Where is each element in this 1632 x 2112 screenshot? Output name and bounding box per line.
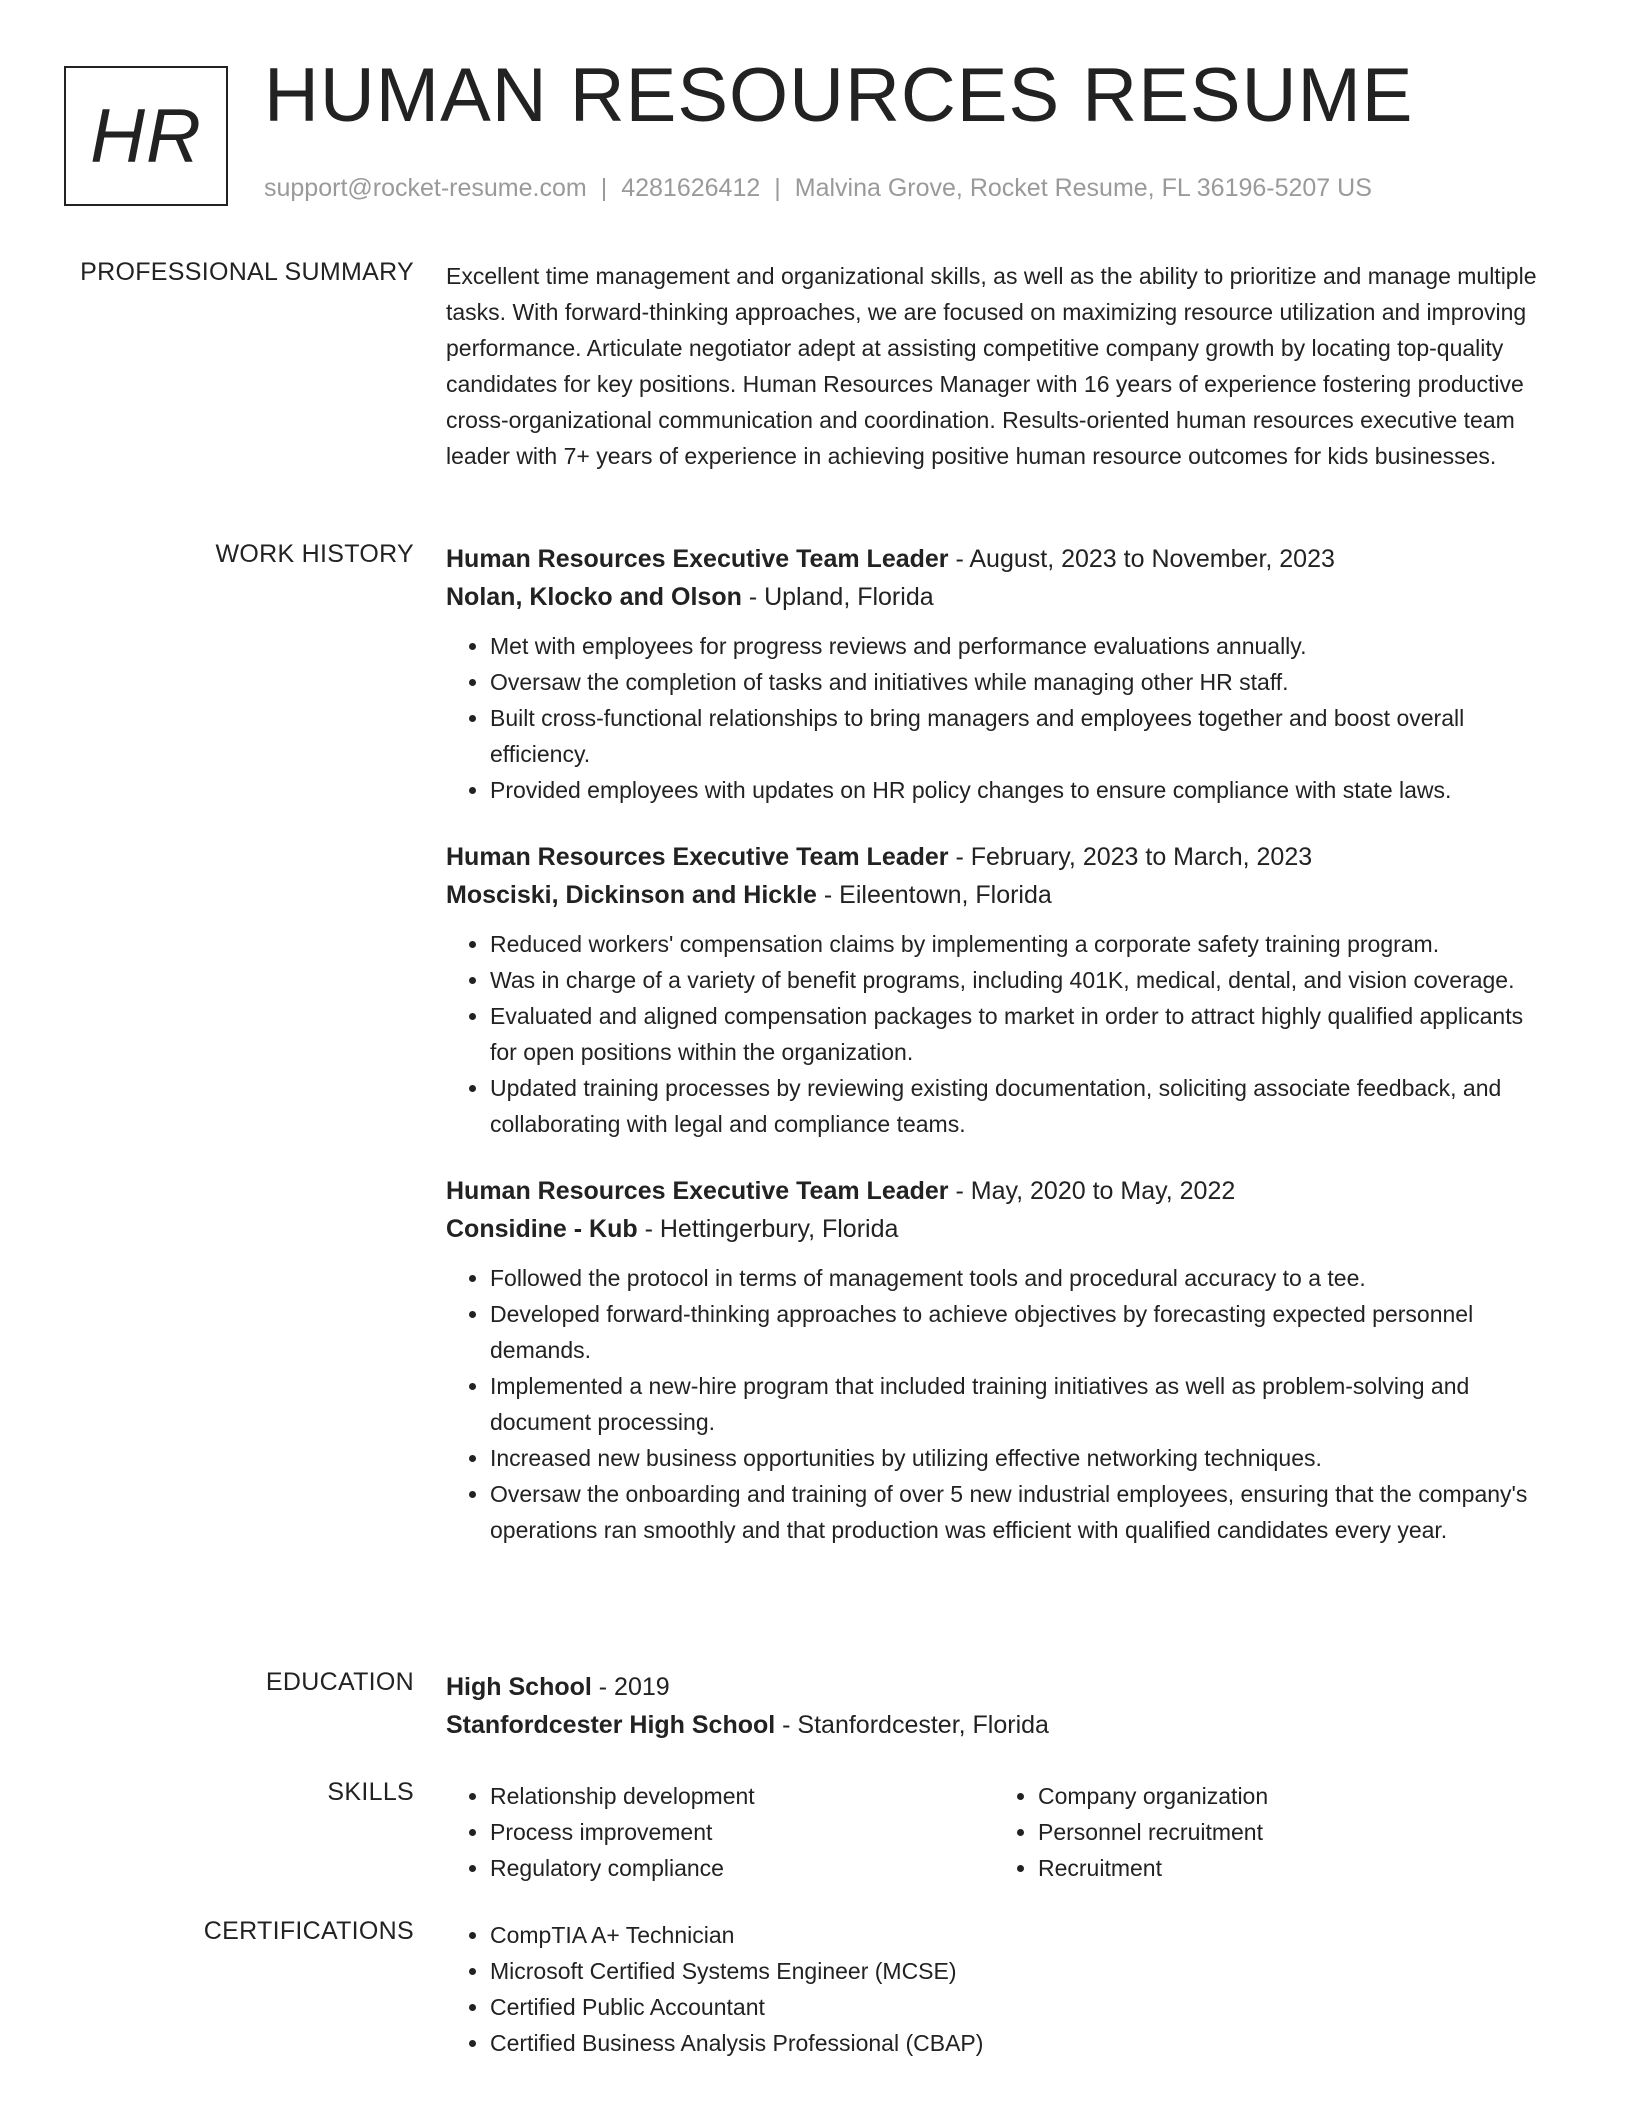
list-item: • Oversaw the onboarding and training of over 5 new industrial employees, ensuring that the company's operations ran smoothly and that production was efficient with qualified candidates every year. [490,1476,1556,1548]
job-company: Nolan, Klocko and Olson [446,583,742,611]
list-item: • Reduced workers' compensation claims by implementing a corporate safety training program. [490,926,1556,962]
list-item: • Provided employees with updates on HR policy changes to ensure compliance with state laws. [490,772,1556,808]
certifications-body [446,1917,1556,2061]
list-item: • Certified Business Analysis Professional (CBAP) [490,2025,1556,2061]
job-company: Mosciski, Dickinson and Hickle [446,881,817,909]
job-company-line [446,1210,1556,1248]
list-item: • Followed the protocol in terms of management tools and procedural accuracy to a tee. [490,1260,1556,1296]
list-item: • Was in charge of a variety of benefit programs, including 401K, medical, dental, and vision coverage. [490,962,1556,998]
monogram-text: HR [90,93,202,179]
list-item: • Built cross-functional relationships to bring managers and employees together and boost overall efficiency. [490,700,1556,772]
contact-email[interactable]: support@rocket-resume.com [264,174,587,202]
list-item: • Process improvement [490,1814,994,1850]
education-year: - 2019 [591,1673,670,1701]
summary-text: Excellent time management and organizational skills, as well as the ability to prioritize and manage multiple tasks. With forward-thinking approaches, we are focused on maximizing resource utilization and improving performance. Articulate negotiator adept at assisting competitive company growth by locating top-quality candidates for key positions. Human Resources Manager with 16 years of experience fostering productive cross-organizational communication and coordination. Results-oriented human resources executive team leader with 7+ years of experience in achieving positive human resource outcomes for kids businesses. [446,263,1537,469]
education-degree-line [446,1668,1556,1706]
list-item: • Developed forward-thinking approaches to achieve objectives by forecasting expected personnel demands. [490,1296,1556,1368]
job-title: Human Resources Executive Team Leader [446,1177,949,1205]
list-item: • Certified Public Accountant [490,1989,1556,2025]
list-item: • Oversaw the completion of tasks and initiatives while managing other HR staff. [490,664,1556,700]
list-item: • Evaluated and aligned compensation packages to market in order to attract highly qualified applicants for open positions within the organization. [490,998,1556,1070]
education-body [446,1668,1556,1744]
skills-column-left [446,1778,994,1886]
list-item: • Recruitment [1038,1850,1542,1886]
education-degree: High School [446,1673,592,1701]
contact-phone[interactable]: 4281626412 [621,174,761,202]
list-item: • Company organization [1038,1778,1542,1814]
job-title-line [446,540,1556,578]
skills-heading: SKILLS [327,1778,414,1806]
job-company: Considine - Kub [446,1215,638,1243]
list-item: • Increased new business opportunities by utilizing effective networking techniques. [490,1440,1556,1476]
list-item: • CompTIA A+ Technician [490,1917,1556,1953]
job-location: - Upland, Florida [741,583,934,611]
certifications-list [446,1917,1556,2061]
monogram-logo [64,66,228,206]
job-company-line [446,876,1556,914]
job-title-line [446,838,1556,876]
job-bullets [446,628,1556,808]
job-company-line [446,578,1556,616]
skills-body [446,1778,1556,1886]
job-dates: - August, 2023 to November, 2023 [948,545,1335,573]
job-dates: - May, 2020 to May, 2022 [948,1177,1236,1205]
list-item: • Relationship development [490,1778,994,1814]
list-item: • Regulatory compliance [490,1850,994,1886]
work-history-body [446,540,1556,1578]
job-location: - Eileentown, Florida [816,881,1052,909]
certifications-heading: CERTIFICATIONS [203,1917,414,1945]
list-item: • Personnel recruitment [1038,1814,1542,1850]
list-item: • Updated training processes by reviewing existing documentation, soliciting associate feedback, and collaborating with legal and compliance teams. [490,1070,1556,1142]
job-bullets [446,926,1556,1142]
list-item: • Implemented a new-hire program that included training initiatives as well as problem-solving and document processing. [490,1368,1556,1440]
contact-separator: | [600,174,608,202]
job-title: Human Resources Executive Team Leader [446,843,949,871]
job-location: - Hettingerbury, Florida [637,1215,899,1243]
list-item: • Met with employees for progress reviews and performance evaluations annually. [490,628,1556,664]
skills-grid [446,1778,1556,1886]
skills-column-right [994,1778,1542,1886]
job-title-line [446,1172,1556,1210]
summary-heading: PROFESSIONAL SUMMARY [80,258,414,286]
summary-body [446,258,1556,474]
job-entry [446,1172,1556,1548]
education-school: Stanfordcester High School [446,1711,776,1739]
page-title: HUMAN RESOURCES RESUME [264,53,1414,138]
job-entry [446,540,1556,808]
contact-line [264,176,1372,201]
job-dates: - February, 2023 to March, 2023 [948,843,1313,871]
education-school-line [446,1706,1556,1744]
contact-address: Malvina Grove, Rocket Resume, FL 36196-5207 US [794,174,1372,202]
job-bullets [446,1260,1556,1548]
education-location: - Stanfordcester, Florida [775,1711,1049,1739]
job-title: Human Resources Executive Team Leader [446,545,949,573]
education-heading: EDUCATION [265,1668,414,1696]
contact-separator: | [774,174,781,202]
work-history-heading: WORK HISTORY [215,540,414,568]
job-entry [446,838,1556,1142]
list-item: • Microsoft Certified Systems Engineer (MCSE) [490,1953,1556,1989]
